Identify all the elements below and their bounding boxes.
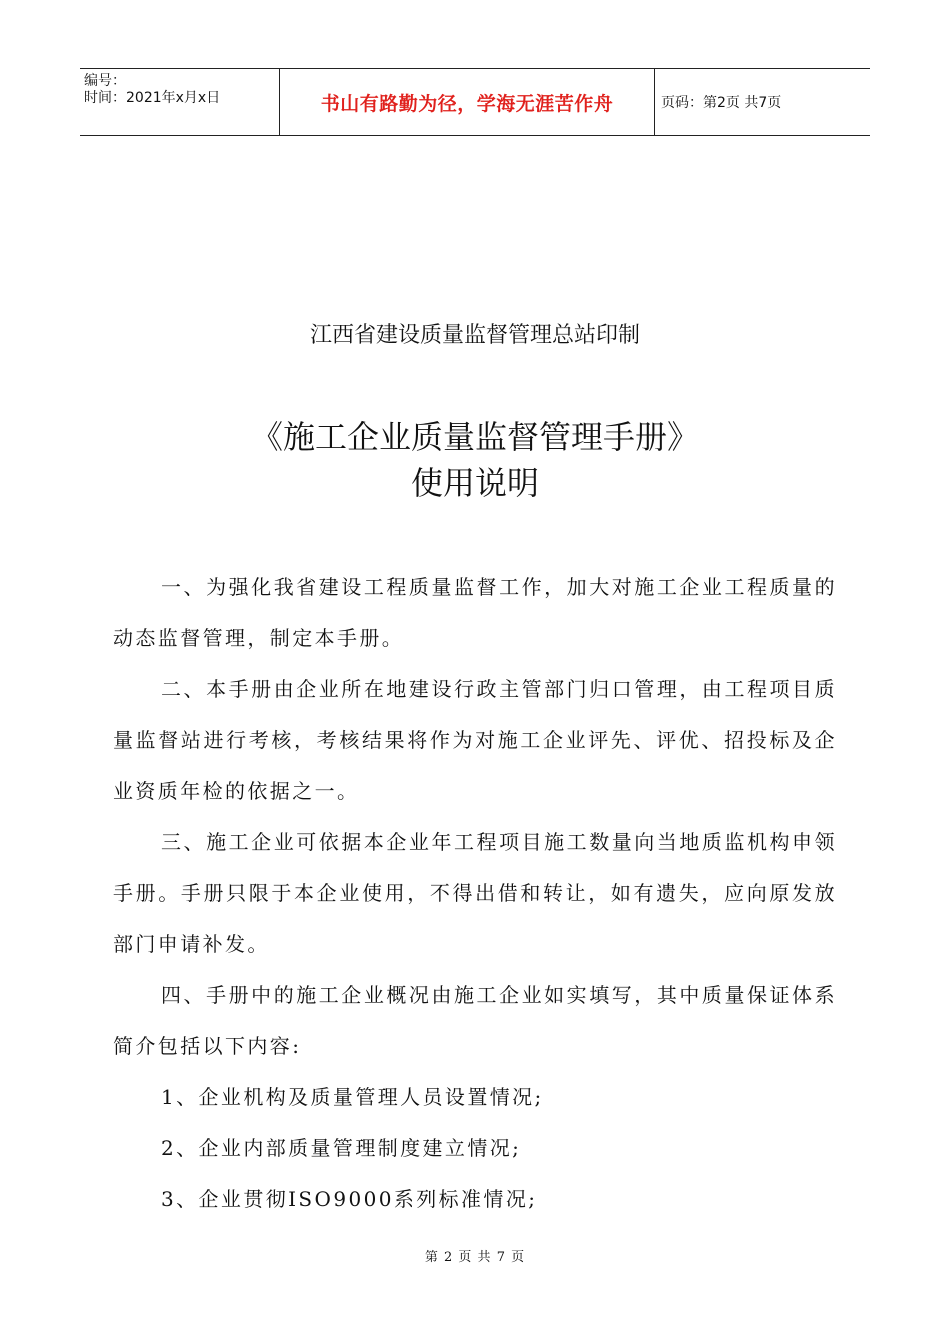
title-line-2: 使用说明 <box>410 464 539 502</box>
header-motto: 书山有路勤为径，学海无涯苦作舟 <box>280 69 655 135</box>
list-item-2: 2、企业内部质量管理制度建立情况; <box>161 1136 522 1160</box>
header-table <box>80 68 870 136</box>
list-item-3: 3、企业贯彻ISO9000系列标准情况; <box>161 1187 538 1211</box>
title-line-1: 《施工企业质量监督管理手册》 <box>250 418 699 456</box>
header-page-info: 页码：第2页 共7页 <box>661 95 782 111</box>
paragraph-2: 二、本手册由企业所在地建设行政主管部门归口管理，由工程项目质量监督站进行考核，考核结果将作为对施工企业评先、评优、招投标及企业资质年检的依据之一。 <box>113 677 837 803</box>
paragraph-3: 三、施工企业可依据本企业年工程项目施工数量向当地质监机构申领手册。手册只限于本企业使用，不得出借和转让，如有遗失，应向原发放部门申请补发。 <box>113 830 837 956</box>
paragraph-1: 一、为强化我省建设工程质量监督工作，加大对施工企业工程质量的动态监督管理，制定本手册。 <box>113 575 837 650</box>
document-body <box>113 562 837 1225</box>
paragraph-4: 四、手册中的施工企业概况由施工企业如实填写，其中质量保证体系简介包括以下内容: <box>113 983 837 1058</box>
page-footer: 第 2 页 共 7 页 <box>424 1250 526 1265</box>
printer-line: 江西省建设质量监督管理总站印制 <box>309 323 640 348</box>
list-item-1: 1、企业机构及质量管理人员设置情况; <box>161 1085 544 1109</box>
date-label: 时间：2021年x月x日 <box>84 90 221 106</box>
document-title <box>0 414 950 506</box>
header-meta-cell <box>80 69 280 135</box>
number-label: 编号： <box>84 73 126 89</box>
